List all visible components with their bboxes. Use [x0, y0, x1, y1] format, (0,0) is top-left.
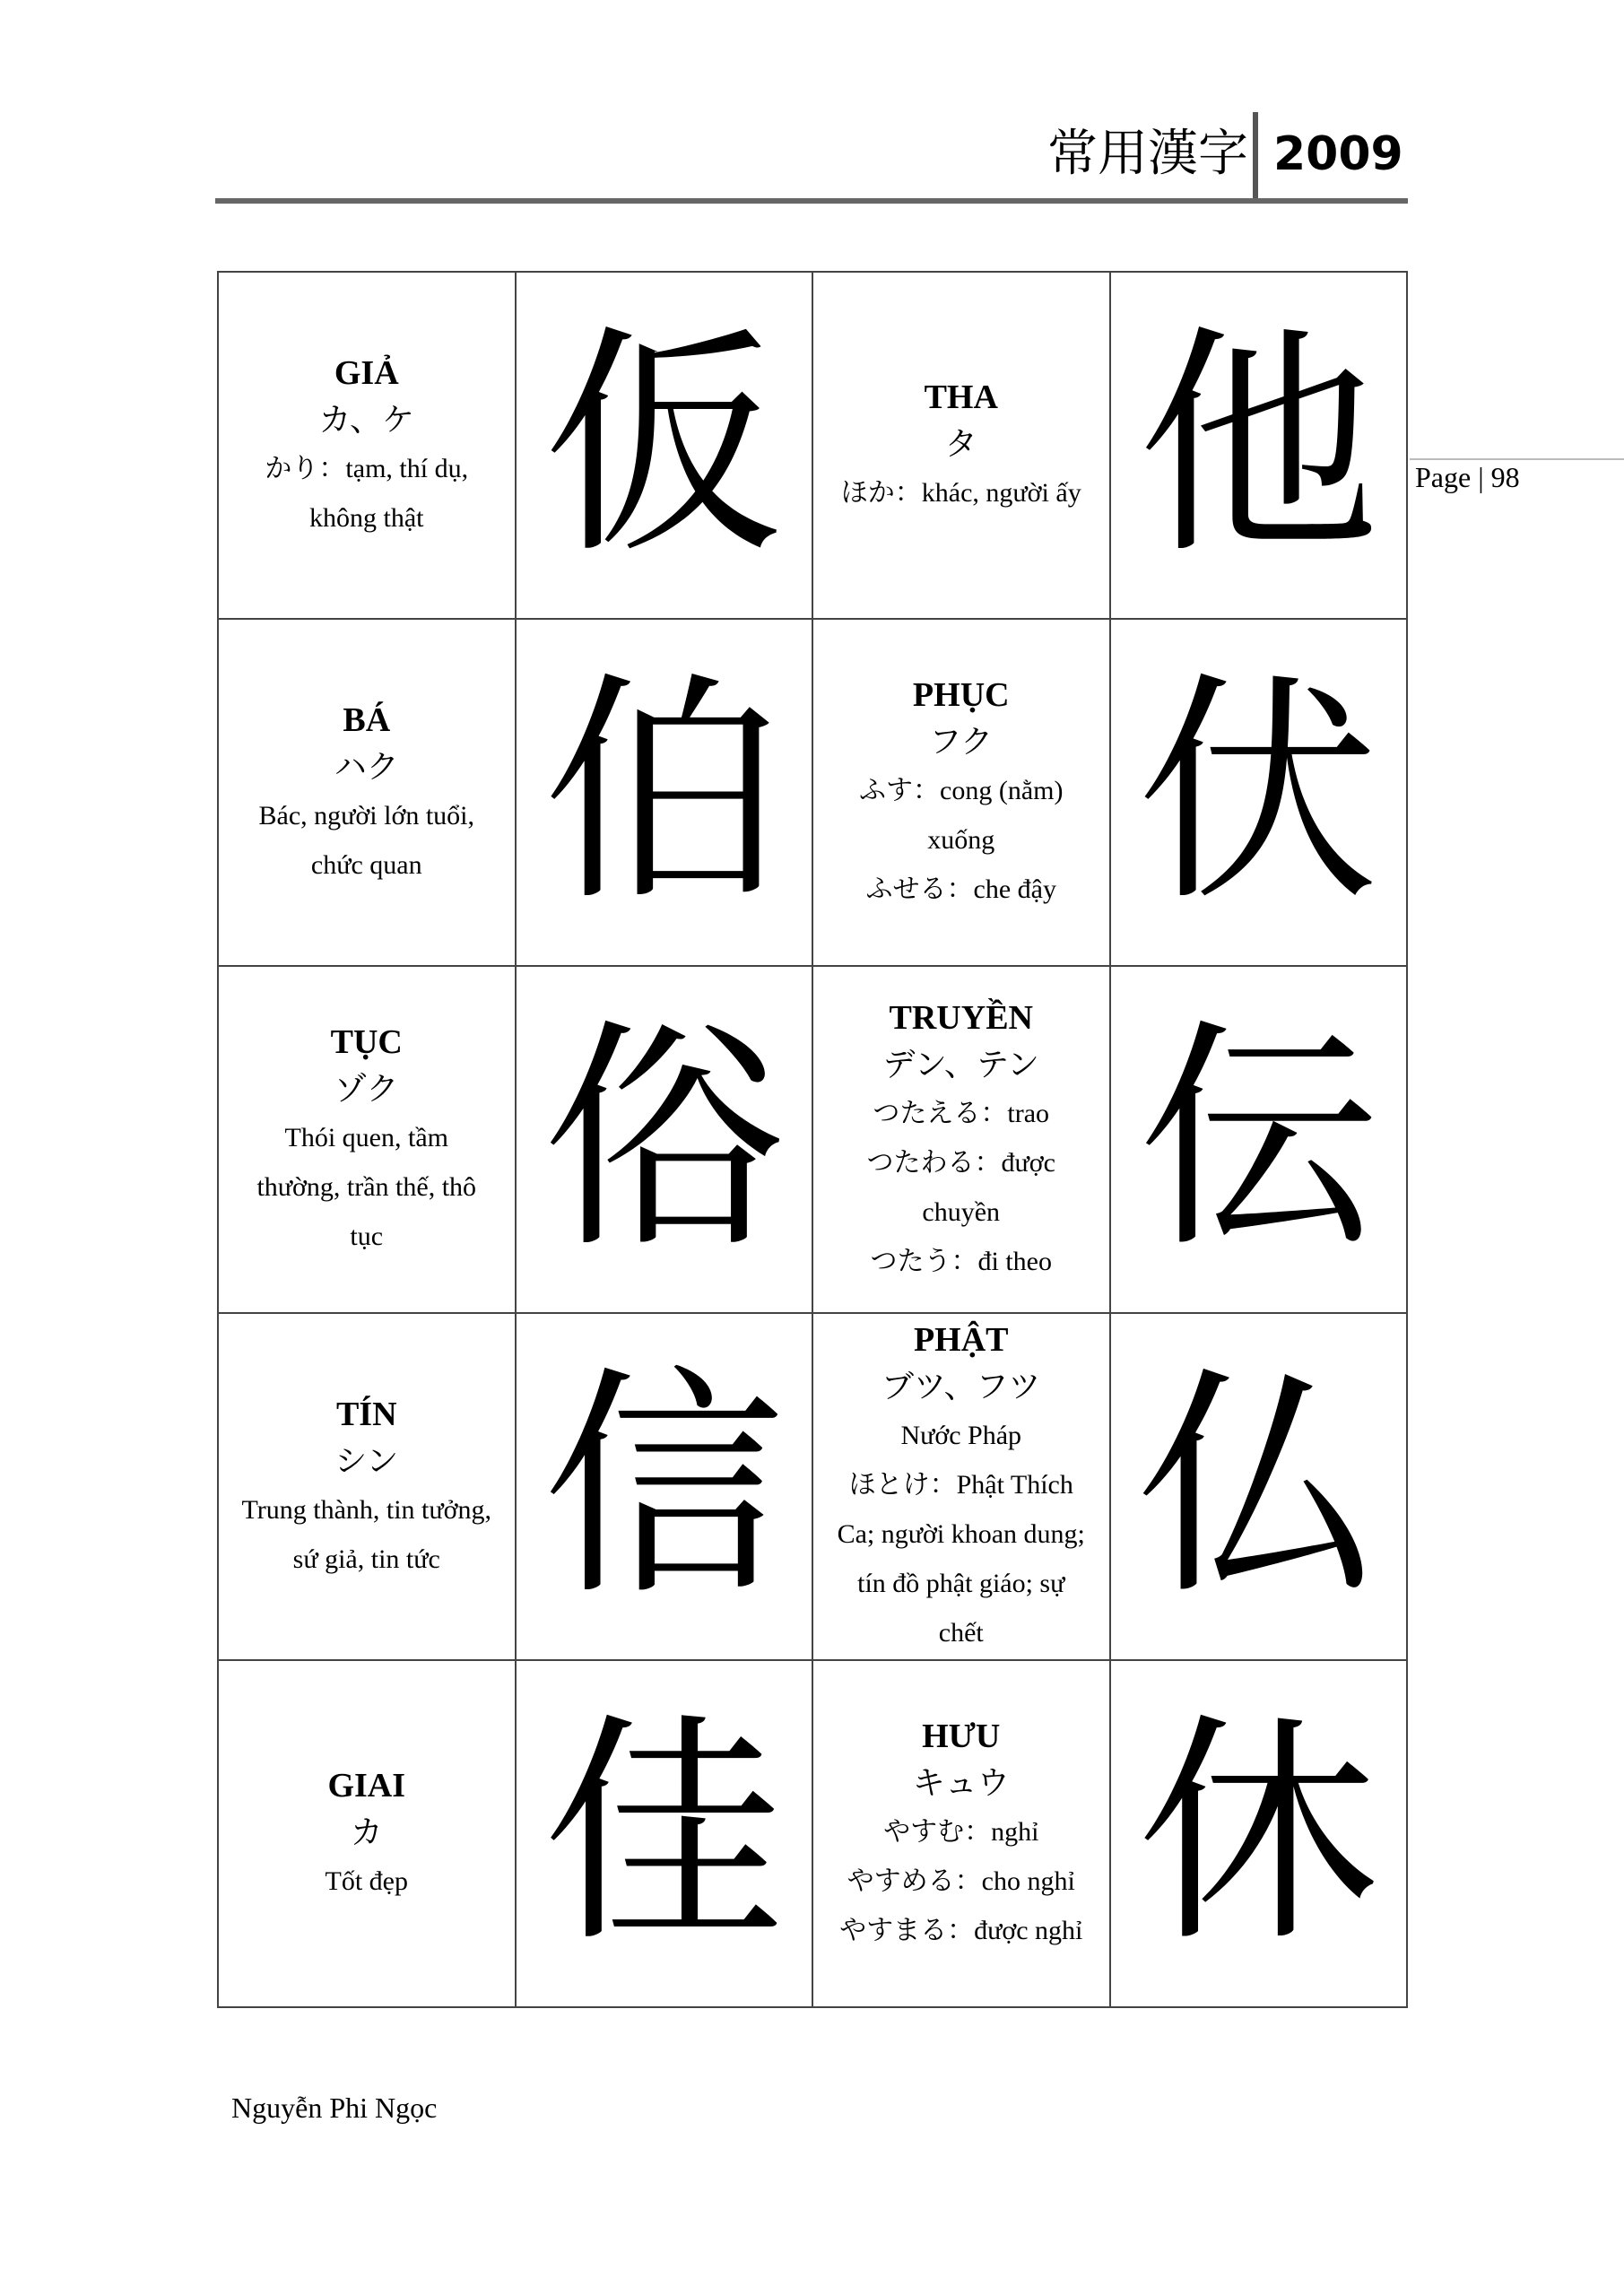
kanji-glyph-cell — [1110, 1313, 1408, 1660]
footer-author: Nguyễn Phi Ngọc — [231, 2092, 438, 2124]
kanji-character: 佳 — [543, 1692, 786, 1975]
sino-vietnamese-reading: GIAI — [327, 1767, 406, 1805]
sino-vietnamese-reading: TÍN — [335, 1395, 397, 1433]
meaning-line: ほとけ：Phật Thích — [848, 1470, 1073, 1500]
sino-vietnamese-reading: PHỤC — [912, 676, 1010, 714]
on-reading-kana: シン — [334, 1442, 399, 1480]
on-reading-kana: ブツ、フツ — [881, 1369, 1041, 1405]
kanji-info-cell — [812, 1660, 1110, 2007]
kanji-row — [218, 1660, 1407, 2007]
kanji-glyph-cell — [516, 272, 813, 619]
meaning-line: つたう：đi theo — [870, 1246, 1052, 1276]
meaning-line: Thói quen, tầm — [284, 1123, 448, 1152]
kanji-glyph-cell — [1110, 619, 1408, 966]
meaning-line: chức quan — [310, 849, 422, 880]
kanji-info-cell — [812, 619, 1110, 966]
meaning-line: tục — [350, 1222, 384, 1251]
meaning-line: không thật — [309, 502, 424, 533]
sino-vietnamese-reading: TRUYỀN — [889, 998, 1033, 1037]
kanji-table — [217, 271, 1408, 2008]
on-reading-kana: フク — [929, 724, 994, 761]
on-reading-kana: カ、ケ — [318, 401, 415, 439]
kanji-info-cell — [812, 966, 1110, 1313]
kanji-row — [218, 966, 1407, 1313]
meaning-line: Ca; người khoan dung; — [837, 1519, 1085, 1549]
kanji-glyph-cell — [516, 1660, 813, 2007]
kanji-info-cell — [218, 619, 516, 966]
sino-vietnamese-reading: BÁ — [343, 700, 391, 739]
kanji-glyph-cell — [516, 1313, 813, 1660]
sino-vietnamese-reading: PHẬT — [913, 1321, 1009, 1359]
kanji-glyph-cell — [516, 966, 813, 1313]
on-reading-kana: デン、テン — [882, 1046, 1040, 1083]
meaning-line: Trung thành, tin tưởng, — [241, 1494, 492, 1525]
meaning-line: やすむ：nghỉ — [883, 1817, 1039, 1847]
meaning-line: ほか：khác, người ấy — [840, 478, 1081, 508]
meaning-line: Nước Pháp — [900, 1421, 1022, 1450]
header-divider — [1253, 112, 1258, 202]
on-reading-kana: ゾク — [334, 1071, 399, 1108]
meaning-line: つたわる：được — [866, 1147, 1055, 1178]
header-title: 常用漢字 — [1047, 125, 1248, 183]
header-year: 2009 — [1273, 127, 1403, 181]
kanji-glyph-cell — [516, 619, 813, 966]
header-rule — [215, 198, 1408, 204]
meaning-line: ふす：cong (nằm) — [859, 776, 1064, 805]
kanji-info-cell — [218, 1313, 516, 1660]
kanji-glyph-cell — [1110, 966, 1408, 1313]
meaning-line: やすまる：được nghỉ — [839, 1916, 1083, 1945]
page-header — [215, 112, 1408, 202]
sino-vietnamese-reading: TỤC — [330, 1023, 403, 1061]
on-reading-kana: ハク — [334, 748, 399, 786]
meaning-line: Tốt đẹp — [325, 1866, 408, 1896]
kanji-character: 伝 — [1137, 997, 1380, 1281]
meaning-line: かり：tạm, thí dụ, — [265, 453, 469, 483]
page-number: Page | 98 — [1415, 461, 1520, 493]
on-reading-kana: カ — [350, 1814, 383, 1851]
meaning-line: やすめる：cho nghỉ — [847, 1866, 1075, 1896]
kanji-info-cell — [812, 1313, 1110, 1660]
meaning-line: chết — [938, 1618, 984, 1648]
kanji-character: 休 — [1137, 1692, 1380, 1975]
kanji-info-cell — [812, 272, 1110, 619]
meaning-line: chuyền — [922, 1196, 1001, 1227]
kanji-info-cell — [218, 272, 516, 619]
kanji-glyph-cell — [1110, 1660, 1408, 2007]
kanji-character: 伏 — [1137, 650, 1380, 934]
meaning-line: ふせる：che đậy — [865, 874, 1056, 904]
meaning-line: つたえる：trao — [873, 1098, 1050, 1128]
meaning-line: sứ giả, tin tức — [292, 1544, 440, 1574]
sino-vietnamese-reading: THA — [924, 378, 998, 416]
kanji-character: 俗 — [543, 997, 786, 1281]
meaning-line: xuống — [927, 825, 995, 855]
sino-vietnamese-reading: HƯU — [922, 1718, 1001, 1755]
kanji-info-cell — [218, 1660, 516, 2007]
sino-vietnamese-reading: GIẢ — [334, 353, 399, 392]
kanji-info-cell — [218, 966, 516, 1313]
on-reading-kana: キュウ — [912, 1765, 1010, 1802]
meaning-line: tín đồ phật giáo; sự — [857, 1569, 1065, 1598]
kanji-row — [218, 272, 1407, 619]
meaning-line: Bác, người lớn tuổi, — [258, 800, 474, 831]
kanji-glyph-cell — [1110, 272, 1408, 619]
kanji-row — [218, 1313, 1407, 1660]
kanji-character: 信 — [543, 1344, 786, 1628]
kanji-character: 仮 — [543, 303, 786, 587]
kanji-character: 他 — [1137, 303, 1380, 587]
kanji-character: 仏 — [1137, 1344, 1380, 1628]
on-reading-kana: タ — [944, 426, 977, 463]
kanji-row — [218, 619, 1407, 966]
meaning-line: thường, trần thế, thô — [256, 1172, 477, 1202]
kanji-character: 伯 — [543, 650, 786, 934]
kanji-table-body — [218, 272, 1407, 2007]
